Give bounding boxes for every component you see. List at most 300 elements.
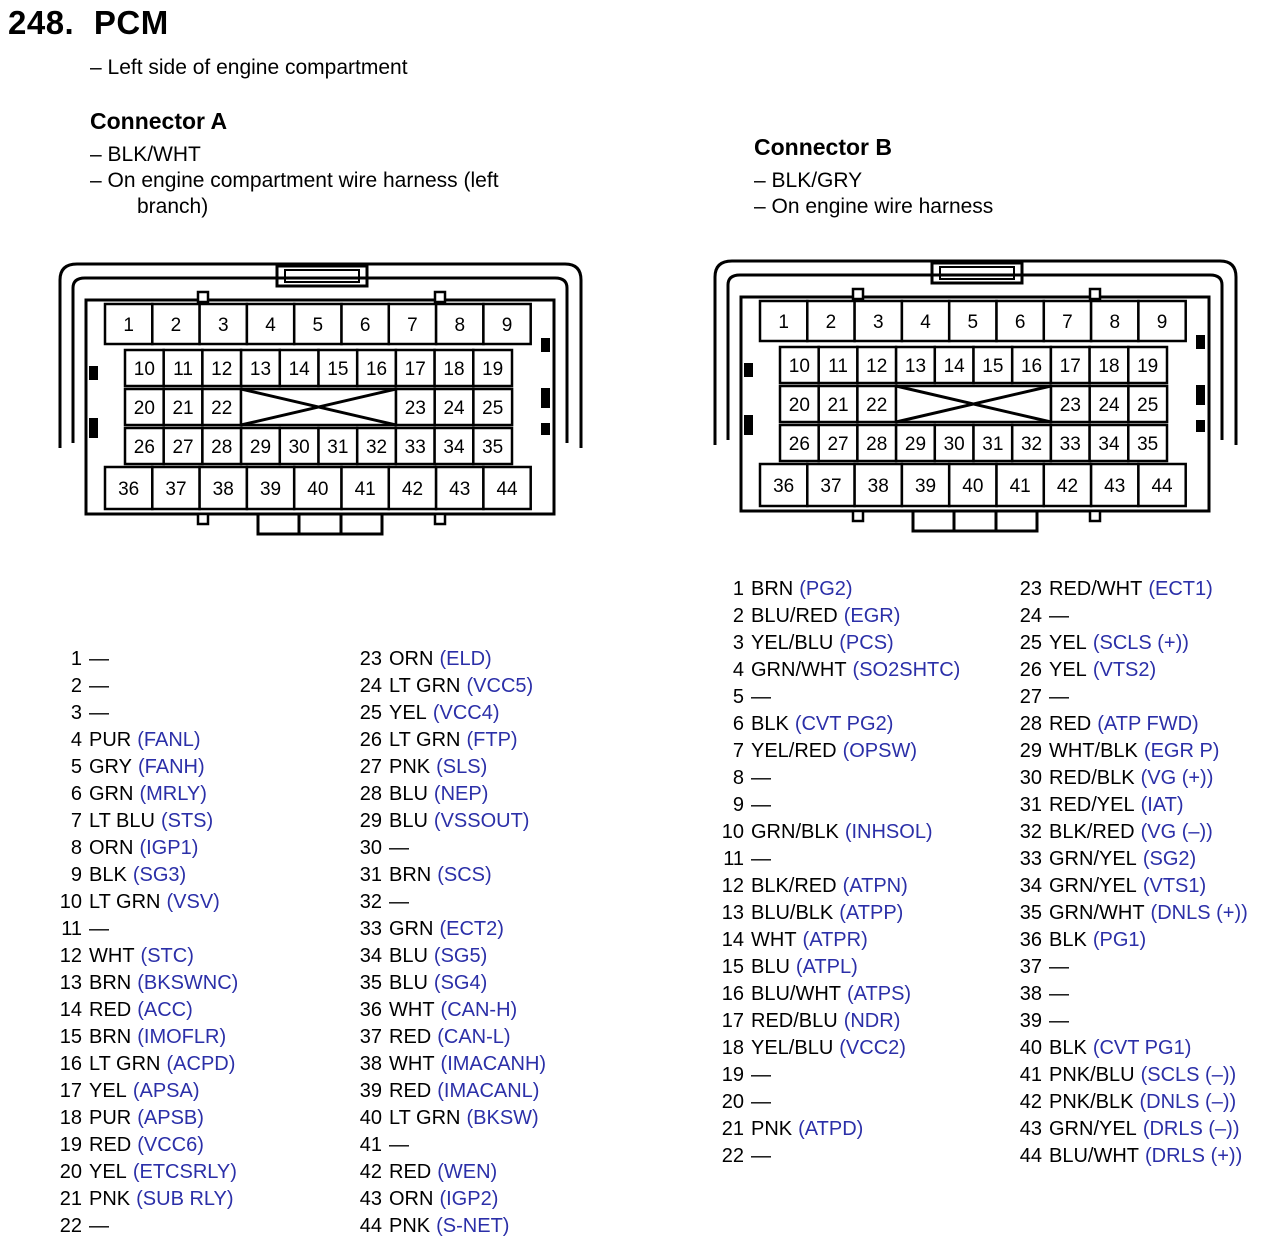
pin-label: 32 xyxy=(1020,434,1043,455)
wire-color: — xyxy=(751,1091,771,1113)
pin-number: 36 xyxy=(1019,929,1042,951)
pin-row xyxy=(710,1143,960,1170)
pin-row xyxy=(348,1024,546,1051)
pin-row xyxy=(348,970,546,997)
signal-name: (ACPD) xyxy=(166,1053,236,1075)
pin-label: 13 xyxy=(904,356,927,377)
signal-name: (VG (–)) xyxy=(1140,821,1213,843)
wire-color: GRN xyxy=(389,918,434,940)
signal-name: (PG2) xyxy=(799,578,853,600)
pin-number: 29 xyxy=(1019,740,1042,762)
pin-row xyxy=(48,1078,238,1105)
pin-row xyxy=(348,916,546,943)
pin-row xyxy=(1008,900,1248,927)
pin-label: 2 xyxy=(825,312,837,333)
wire-color: RED xyxy=(389,1080,432,1102)
wire-color: — xyxy=(1049,956,1069,978)
pin-number: 24 xyxy=(1019,605,1042,627)
pin-label: 14 xyxy=(943,356,965,377)
side-tab xyxy=(541,388,550,408)
wire-color: RED/WHT xyxy=(1049,578,1143,600)
wire-color: BLU/BLK xyxy=(751,902,834,924)
pin-number: 9 xyxy=(732,794,744,816)
wire-color: ORN xyxy=(389,648,434,670)
pin-number: 37 xyxy=(1019,956,1042,978)
signal-name: (NEP) xyxy=(433,783,489,805)
pin-number: 7 xyxy=(732,740,744,762)
pin-label: 41 xyxy=(354,479,376,500)
pin-number: 32 xyxy=(359,891,382,913)
connector-b-title: Connector B xyxy=(754,134,892,160)
signal-name: (VTS2) xyxy=(1092,659,1157,681)
signal-name: (DRLS (–)) xyxy=(1142,1118,1240,1140)
pin-number: 41 xyxy=(1019,1064,1042,1086)
pin-number: 33 xyxy=(1019,848,1042,870)
wire-color: LT GRN xyxy=(89,891,161,913)
wire-color: BLK/RED xyxy=(751,875,837,897)
pin-row xyxy=(48,808,238,835)
latch-top-inner xyxy=(285,270,359,282)
pin-row xyxy=(1008,738,1248,765)
pin-row xyxy=(48,997,238,1024)
pin-label: 26 xyxy=(788,434,810,455)
pin-label: 3 xyxy=(217,315,229,336)
pin-row xyxy=(48,970,238,997)
signal-name: (ATP FWD) xyxy=(1097,713,1199,735)
pin-label: 25 xyxy=(1137,395,1159,416)
pin-label: 10 xyxy=(133,359,155,380)
wire-color: YEL xyxy=(389,702,427,724)
signal-name: (FANL) xyxy=(137,729,201,751)
pin-row xyxy=(348,835,546,862)
signal-name: (INHSOL) xyxy=(844,821,933,843)
pin-number: 25 xyxy=(359,702,382,724)
connector-a-note-2: – On engine compartment wire harness (left xyxy=(90,169,499,192)
pin-number: 6 xyxy=(70,783,82,805)
pin-row xyxy=(348,1213,546,1240)
signal-name: (IGP2) xyxy=(439,1188,499,1210)
pin-number: 23 xyxy=(359,648,382,670)
pin-label: 42 xyxy=(401,479,424,500)
signal-name: (ACC) xyxy=(137,999,193,1021)
key-notch xyxy=(198,514,208,524)
pin-number: 8 xyxy=(732,767,744,789)
pin-label: 15 xyxy=(982,356,1004,377)
wire-color: BLK xyxy=(1049,929,1087,951)
latch-top-inner xyxy=(940,267,1014,279)
pin-row xyxy=(348,943,546,970)
wire-color: — xyxy=(751,686,771,708)
pin-number: 28 xyxy=(359,783,382,805)
pin-label: 12 xyxy=(211,359,233,380)
side-tab xyxy=(744,363,753,377)
pin-row xyxy=(348,754,546,781)
pin-label: 37 xyxy=(165,479,187,500)
signal-name: (VG (+)) xyxy=(1140,767,1214,789)
pin-number: 17 xyxy=(59,1080,82,1102)
pin-number: 44 xyxy=(1019,1145,1042,1167)
pin-row xyxy=(1008,792,1248,819)
pin-number: 40 xyxy=(1019,1037,1042,1059)
pin-label: 33 xyxy=(1059,434,1081,455)
side-tab xyxy=(89,366,98,380)
wire-color: — xyxy=(89,1215,109,1237)
wire-color: RED xyxy=(389,1161,432,1183)
wire-color: GRN/WHT xyxy=(1049,902,1145,924)
signal-name: (PG1) xyxy=(1092,929,1147,951)
section-number: 248. xyxy=(8,4,75,41)
pin-row xyxy=(710,1035,960,1062)
wire-color: GRN/WHT xyxy=(751,659,847,681)
pin-number: 32 xyxy=(1019,821,1042,843)
pin-label: 34 xyxy=(443,437,465,458)
key-notch xyxy=(853,511,863,521)
side-tab xyxy=(1196,335,1205,349)
signal-name: (ATPR) xyxy=(802,929,868,951)
pin-label: 40 xyxy=(962,476,984,497)
wire-color: PUR xyxy=(89,729,132,751)
wire-color: — xyxy=(751,767,771,789)
wire-color: BLU xyxy=(389,972,428,994)
wire-color: RED xyxy=(1049,713,1092,735)
key-notch xyxy=(198,292,208,302)
connector-a-title: Connector A xyxy=(90,108,228,134)
pin-number: 23 xyxy=(1019,578,1042,600)
wire-color: — xyxy=(1049,983,1069,1005)
signal-name: (SUB RLY) xyxy=(136,1188,234,1210)
pin-number: 34 xyxy=(359,945,382,967)
pin-label: 9 xyxy=(1156,312,1168,333)
wire-color: — xyxy=(89,702,109,724)
pin-row xyxy=(1008,630,1248,657)
pin-row xyxy=(1008,954,1248,981)
pin-row xyxy=(348,700,546,727)
pin-label: 40 xyxy=(307,479,329,500)
wire-color: BRN xyxy=(389,864,432,886)
pin-number: 25 xyxy=(1019,632,1042,654)
signal-name: (SG5) xyxy=(433,945,488,967)
pin-label: 8 xyxy=(454,315,466,336)
pin-label: 28 xyxy=(211,437,233,458)
pin-row xyxy=(1008,1089,1248,1116)
pin-label: 41 xyxy=(1009,476,1031,497)
latch-bottom xyxy=(913,511,1037,531)
pin-label: 1 xyxy=(123,315,134,336)
pin-number: 12 xyxy=(721,875,744,897)
pin-label: 4 xyxy=(920,312,931,333)
pin-label: 28 xyxy=(866,434,888,455)
pin-number: 2 xyxy=(732,605,744,627)
pin-row xyxy=(348,862,546,889)
pin-row xyxy=(48,943,238,970)
pin-row xyxy=(348,1186,546,1213)
pin-label: 18 xyxy=(1098,356,1120,377)
pin-row xyxy=(1008,576,1248,603)
pin-row xyxy=(1008,819,1248,846)
signal-name: (SCS) xyxy=(437,864,492,886)
pin-row xyxy=(710,1008,960,1035)
pin-number: 22 xyxy=(721,1145,744,1167)
pin-label: 6 xyxy=(359,315,371,336)
signal-name: (NDR) xyxy=(843,1010,901,1032)
wire-color: BLK xyxy=(751,713,789,735)
pin-number: 12 xyxy=(59,945,82,967)
connector-b-pin-list-right xyxy=(1008,576,1248,1170)
pin-row xyxy=(48,673,238,700)
wire-color: GRN/YEL xyxy=(1049,848,1137,870)
signal-name: (VCC2) xyxy=(839,1037,906,1059)
side-tab xyxy=(541,423,550,435)
pin-number: 28 xyxy=(1019,713,1042,735)
pin-label: 17 xyxy=(1059,356,1081,377)
wire-color: YEL/BLU xyxy=(751,1037,834,1059)
pin-label: 31 xyxy=(327,437,349,458)
location-note: – Left side of engine compartment xyxy=(90,56,408,79)
pin-row xyxy=(348,1159,546,1186)
wire-color: PNK xyxy=(389,756,431,778)
signal-name: (SLS) xyxy=(436,756,488,778)
pin-number: 35 xyxy=(1019,902,1042,924)
pin-number: 20 xyxy=(721,1091,744,1113)
signal-name: (SG2) xyxy=(1142,848,1197,870)
pin-number: 18 xyxy=(721,1037,744,1059)
pin-number: 9 xyxy=(70,864,82,886)
signal-name: (OPSW) xyxy=(842,740,918,762)
pin-row xyxy=(48,646,238,673)
pin-label: 29 xyxy=(249,437,272,458)
pin-label: 24 xyxy=(1098,395,1120,416)
pin-row xyxy=(1008,657,1248,684)
pin-row xyxy=(710,711,960,738)
pin-label: 25 xyxy=(482,398,504,419)
wire-color: LT GRN xyxy=(389,675,461,697)
pin-label: 43 xyxy=(1104,476,1126,497)
wire-color: — xyxy=(389,837,409,859)
wire-color: WHT xyxy=(389,999,435,1021)
pin-number: 14 xyxy=(721,929,744,951)
wire-color: YEL xyxy=(89,1080,127,1102)
pin-number: 42 xyxy=(359,1161,382,1183)
connector-a-pin-list-right xyxy=(348,646,546,1240)
pin-label: 7 xyxy=(407,315,418,336)
connector-a-note-1: – BLK/WHT xyxy=(90,143,201,166)
pin-number: 1 xyxy=(70,648,82,670)
pin-row xyxy=(48,1213,238,1240)
pin-number: 3 xyxy=(70,702,82,724)
wire-color: — xyxy=(89,918,109,940)
pin-number: 13 xyxy=(721,902,744,924)
signal-name: (VSV) xyxy=(166,891,220,913)
wire-color: BLU xyxy=(389,945,428,967)
wire-color: WHT xyxy=(389,1053,435,1075)
pin-row xyxy=(48,781,238,808)
pin-label: 20 xyxy=(133,398,155,419)
signal-name: (APSB) xyxy=(137,1107,204,1129)
pin-label: 22 xyxy=(211,398,233,419)
pin-number: 36 xyxy=(359,999,382,1021)
wire-color: GRN/BLK xyxy=(751,821,839,843)
pin-number: 7 xyxy=(70,810,82,832)
pin-number: 10 xyxy=(721,821,744,843)
signal-name: (EGR) xyxy=(843,605,901,627)
wire-color: PNK xyxy=(751,1118,793,1140)
wire-color: ORN xyxy=(389,1188,434,1210)
signal-name: (DRLS (+)) xyxy=(1145,1145,1243,1167)
pin-row xyxy=(48,700,238,727)
pin-row xyxy=(348,781,546,808)
signal-name: (SG4) xyxy=(433,972,488,994)
signal-name: (IMOFLR) xyxy=(137,1026,227,1048)
pin-label: 16 xyxy=(1020,356,1043,377)
wire-color: — xyxy=(751,794,771,816)
signal-name: (CVT PG1) xyxy=(1092,1037,1192,1059)
wire-color: RED xyxy=(89,999,132,1021)
pin-number: 19 xyxy=(721,1064,744,1086)
pin-label: 2 xyxy=(170,315,182,336)
signal-name: (FANH) xyxy=(137,756,205,778)
pin-number: 15 xyxy=(59,1026,82,1048)
pin-row xyxy=(710,927,960,954)
pin-label: 23 xyxy=(1059,395,1081,416)
connector-a-diagram xyxy=(55,258,590,540)
pin-label: 27 xyxy=(172,437,194,458)
side-tab xyxy=(1196,420,1205,432)
key-notch xyxy=(435,514,445,524)
pin-row xyxy=(710,1062,960,1089)
pin-label: 20 xyxy=(788,395,810,416)
pin-label: 38 xyxy=(867,476,889,497)
signal-name: (IAT) xyxy=(1140,794,1184,816)
signal-name: (ECT1) xyxy=(1148,578,1213,600)
pin-row xyxy=(710,657,960,684)
pin-label: 27 xyxy=(827,434,849,455)
pin-number: 6 xyxy=(732,713,744,735)
wire-color: WHT xyxy=(751,929,797,951)
signal-name: (ATPN) xyxy=(842,875,908,897)
signal-name: (APSA) xyxy=(132,1080,200,1102)
pin-label: 23 xyxy=(404,398,426,419)
pin-label: 36 xyxy=(118,479,140,500)
pin-number: 4 xyxy=(732,659,744,681)
pin-row xyxy=(710,630,960,657)
pin-number: 22 xyxy=(59,1215,82,1237)
connector-b-note-1: – BLK/GRY xyxy=(754,169,863,192)
pin-label: 35 xyxy=(482,437,504,458)
pin-label: 22 xyxy=(866,395,888,416)
pin-number: 19 xyxy=(59,1134,82,1156)
pin-label: 30 xyxy=(288,437,310,458)
pin-row xyxy=(48,1132,238,1159)
pin-row xyxy=(1008,1008,1248,1035)
pin-label: 21 xyxy=(172,398,194,419)
signal-name: (SCLS (–)) xyxy=(1140,1064,1237,1086)
side-tab xyxy=(541,338,550,352)
pin-row xyxy=(348,1105,546,1132)
signal-name: (ELD) xyxy=(439,648,492,670)
signal-name: (ECT2) xyxy=(439,918,504,940)
pin-label: 44 xyxy=(1151,476,1173,497)
signal-name: (SO2SHTC) xyxy=(852,659,961,681)
pin-number: 20 xyxy=(59,1161,82,1183)
wire-color: LT BLU xyxy=(89,810,155,832)
pin-label: 15 xyxy=(327,359,349,380)
signal-name: (CVT PG2) xyxy=(794,713,894,735)
key-notch xyxy=(853,289,863,299)
signal-name: (WEN) xyxy=(437,1161,498,1183)
pin-row xyxy=(48,1051,238,1078)
wire-color: BRN xyxy=(751,578,794,600)
pin-label: 5 xyxy=(312,315,324,336)
pin-row xyxy=(710,576,960,603)
wire-color: GRN/YEL xyxy=(1049,1118,1137,1140)
wire-color: PNK/BLU xyxy=(1049,1064,1135,1086)
wire-color: — xyxy=(1049,1010,1069,1032)
wire-color: BLK xyxy=(1049,1037,1087,1059)
pin-row xyxy=(1008,927,1248,954)
wire-color: PNK xyxy=(389,1215,431,1237)
connector-b-note-2: – On engine wire harness xyxy=(754,195,994,218)
wire-color: — xyxy=(1049,686,1069,708)
pin-row xyxy=(348,727,546,754)
pin-label: 17 xyxy=(404,359,426,380)
pin-number: 2 xyxy=(70,675,82,697)
signal-name: (STC) xyxy=(140,945,194,967)
wire-color: BRN xyxy=(89,1026,132,1048)
pin-row xyxy=(48,835,238,862)
wire-color: LT GRN xyxy=(89,1053,161,1075)
signal-name: (PCS) xyxy=(839,632,894,654)
pin-row xyxy=(710,846,960,873)
pin-label: 35 xyxy=(1137,434,1159,455)
wire-color: — xyxy=(1049,605,1069,627)
pin-label: 30 xyxy=(943,434,965,455)
pin-number: 41 xyxy=(359,1134,382,1156)
wire-color: RED xyxy=(389,1026,432,1048)
signal-name: (MRLY) xyxy=(139,783,207,805)
pin-row xyxy=(48,727,238,754)
pin-row xyxy=(710,684,960,711)
pin-number: 44 xyxy=(359,1215,382,1237)
pin-row xyxy=(348,673,546,700)
pin-number: 34 xyxy=(1019,875,1042,897)
wire-color: RED/BLK xyxy=(1049,767,1135,789)
pin-label: 3 xyxy=(872,312,884,333)
pin-row xyxy=(710,819,960,846)
pin-row xyxy=(48,916,238,943)
pin-row xyxy=(348,997,546,1024)
pin-number: 26 xyxy=(1019,659,1042,681)
pin-label: 19 xyxy=(1137,356,1159,377)
pin-row xyxy=(48,1105,238,1132)
pin-label: 4 xyxy=(265,315,276,336)
wire-color: BLU xyxy=(389,783,428,805)
pin-row xyxy=(710,603,960,630)
pin-number: 18 xyxy=(59,1107,82,1129)
pin-number: 11 xyxy=(723,848,744,870)
pin-label: 24 xyxy=(443,398,465,419)
wire-color: BLU/RED xyxy=(751,605,838,627)
pin-row xyxy=(710,900,960,927)
pin-number: 5 xyxy=(732,686,744,708)
pin-label: 11 xyxy=(173,359,193,380)
side-tab xyxy=(1196,385,1205,405)
pin-number: 43 xyxy=(359,1188,382,1210)
pin-label: 39 xyxy=(914,476,937,497)
signal-name: (SCLS (+)) xyxy=(1092,632,1189,654)
signal-name: (BKSWNC) xyxy=(137,972,239,994)
pin-label: 1 xyxy=(778,312,789,333)
pin-label: 14 xyxy=(288,359,310,380)
